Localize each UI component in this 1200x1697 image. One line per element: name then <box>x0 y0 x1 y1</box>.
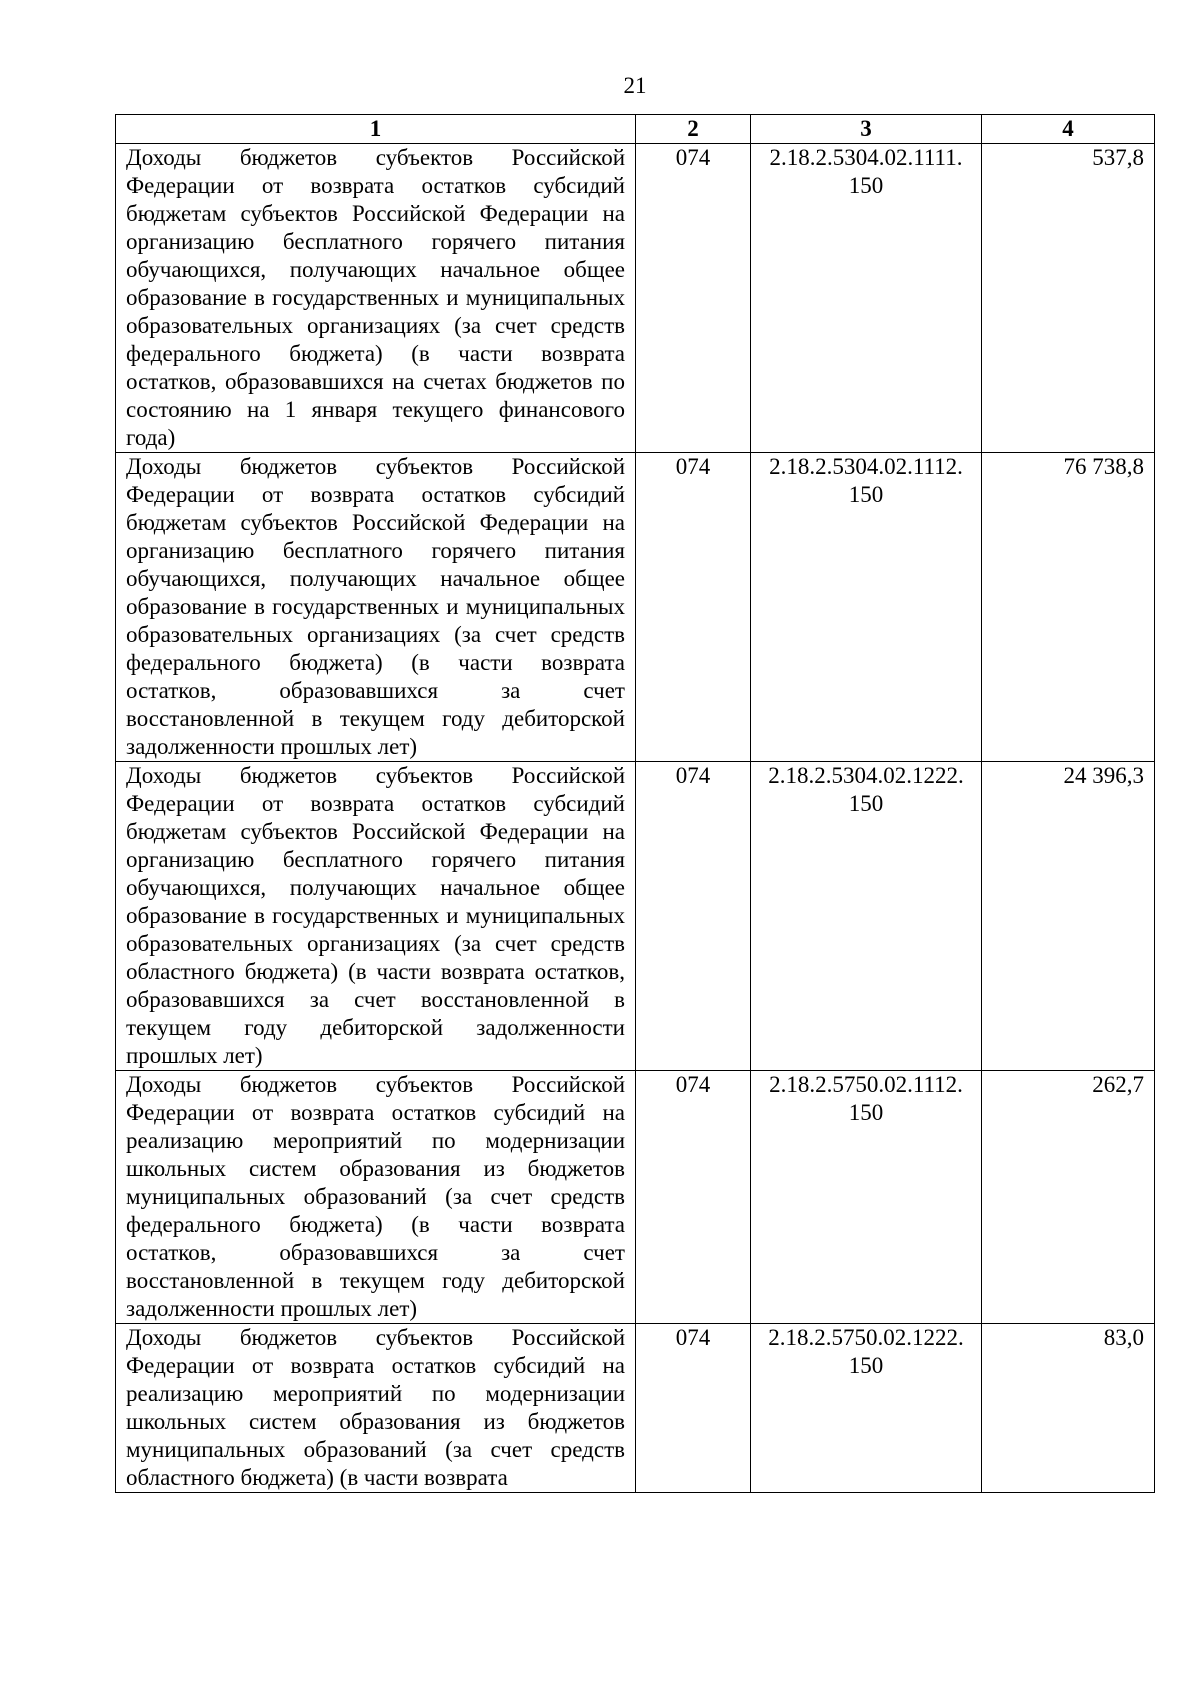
row-amount: 262,7 <box>982 1071 1155 1324</box>
kbk-code-line-1: 2.18.2.5750.02.1112. <box>769 1072 963 1097</box>
row-amount: 83,0 <box>982 1324 1155 1493</box>
row-description: Доходы бюджетов субъектов Российской Федерации от возврата остатков субсидий бюджетам субъектов Российской Федерации на организацию бесплатного горячего питания обучающихся, получающих начальное общее образование в государственных и муниципальных образовательных организациях (за счет средств областного бюджета) (в части возврата остатков, образовавшихся за счет восстановленной в текущем году дебиторской задолженности прошлых лет) <box>116 762 636 1071</box>
kbk-code-line-2: 150 <box>848 482 884 507</box>
kbk-code-line-2: 150 <box>848 173 884 198</box>
kbk-code-line-2: 150 <box>848 1100 884 1125</box>
row-description: Доходы бюджетов субъектов Российской Федерации от возврата остатков субсидий на реализацию мероприятий по модернизации школьных систем образования из бюджетов муниципальных образований (за счет средств федерального бюджета) (в части возврата остатков, образовавшихся за счет восстановленной в текущем году дебиторской задолженности прошлых лет) <box>116 1071 636 1324</box>
row-kbk-code <box>751 1071 982 1324</box>
row-admin-code: 074 <box>636 144 751 453</box>
table-row <box>116 144 1155 453</box>
table-row <box>116 453 1155 762</box>
row-amount: 24 396,3 <box>982 762 1155 1071</box>
row-description: Доходы бюджетов субъектов Российской Федерации от возврата остатков субсидий бюджетам субъектов Российской Федерации на организацию бесплатного горячего питания обучающихся, получающих начальное общее образование в государственных и муниципальных образовательных организациях (за счет средств федерального бюджета) (в части возврата остатков, образовавшихся на счетах бюджетов по состоянию на 1 января текущего финансового года) <box>116 144 636 453</box>
table-row <box>116 762 1155 1071</box>
row-admin-code: 074 <box>636 1071 751 1324</box>
table-row <box>116 1324 1155 1493</box>
page-number: 21 <box>623 73 647 98</box>
row-admin-code: 074 <box>636 762 751 1071</box>
kbk-code-line-1: 2.18.2.5750.02.1222. <box>768 1325 964 1350</box>
row-admin-code: 074 <box>636 1324 751 1493</box>
column-header-2: 2 <box>636 115 751 144</box>
column-header-4: 4 <box>982 115 1155 144</box>
column-header-1: 1 <box>116 115 636 144</box>
row-kbk-code <box>751 762 982 1071</box>
kbk-code-line-1: 2.18.2.5304.02.1112. <box>769 454 963 479</box>
row-kbk-code <box>751 1324 982 1493</box>
kbk-code-line-1: 2.18.2.5304.02.1222. <box>768 763 964 788</box>
row-kbk-code <box>751 144 982 453</box>
row-description: Доходы бюджетов субъектов Российской Федерации от возврата остатков субсидий бюджетам субъектов Российской Федерации на организацию бесплатного горячего питания обучающихся, получающих начальное общее образование в государственных и муниципальных образовательных организациях (за счет средств федерального бюджета) (в части возврата остатков, образовавшихся за счет восстановленной в текущем году дебиторской задолженности прошлых лет) <box>116 453 636 762</box>
budget-table <box>115 114 1155 1493</box>
row-admin-code: 074 <box>636 453 751 762</box>
table-header-row <box>116 115 1155 144</box>
row-amount: 76 738,8 <box>982 453 1155 762</box>
column-header-3: 3 <box>751 115 982 144</box>
table-row <box>116 1071 1155 1324</box>
kbk-code-line-1: 2.18.2.5304.02.1111. <box>769 145 963 170</box>
row-kbk-code <box>751 453 982 762</box>
row-amount: 537,8 <box>982 144 1155 453</box>
row-description: Доходы бюджетов субъектов Российской Федерации от возврата остатков субсидий на реализацию мероприятий по модернизации школьных систем образования из бюджетов муниципальных образований (за счет средств областного бюджета) (в части возврата <box>116 1324 636 1493</box>
kbk-code-line-2: 150 <box>848 1353 884 1378</box>
kbk-code-line-2: 150 <box>848 791 884 816</box>
